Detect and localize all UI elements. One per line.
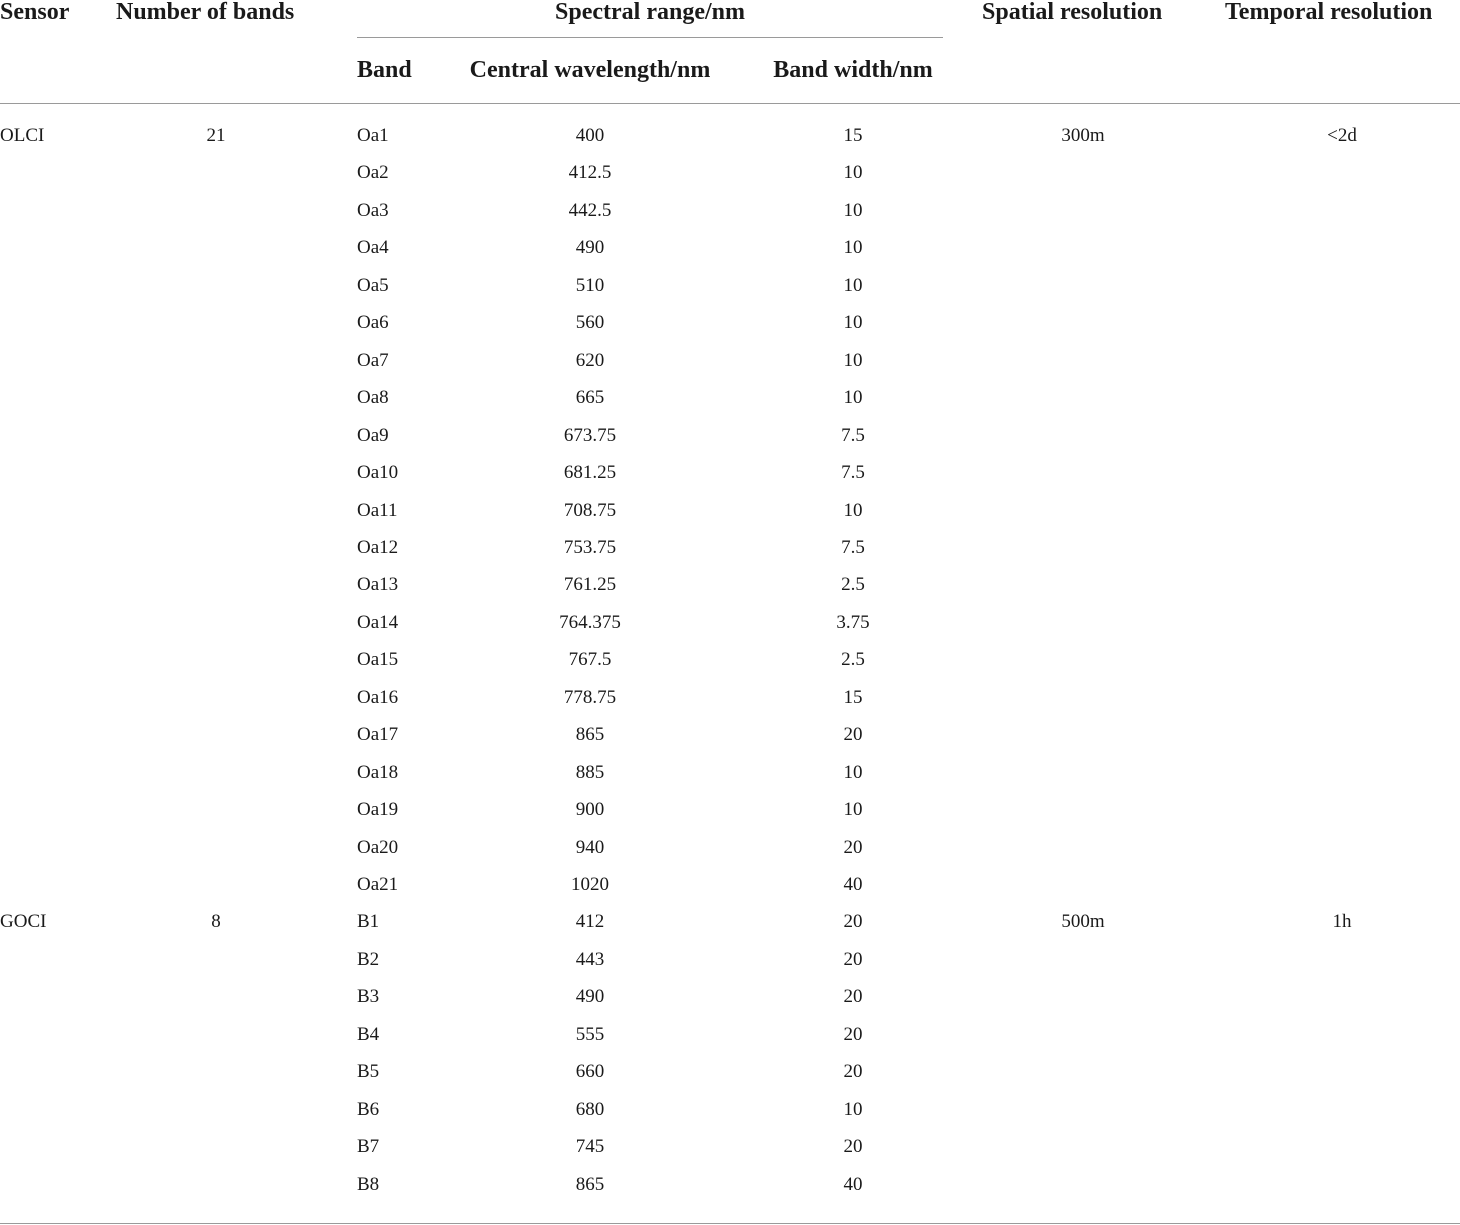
band-name: B7 [357,1136,380,1158]
band-width-value: 2.5 [841,649,865,671]
band-name: B3 [357,986,380,1008]
band-width-value: 20 [843,1061,863,1083]
band-name: Oa9 [357,424,389,446]
spatial-resolution-value: 500m [1061,911,1105,933]
central-wavelength-value: 510 [575,274,605,296]
band-name: Oa19 [357,799,399,821]
band-name: Oa11 [357,499,398,521]
header-bottom-rule [0,103,1460,104]
band-name: Oa12 [357,536,399,558]
central-wavelength-value: 753.75 [563,536,617,558]
band-name: Oa17 [357,724,399,746]
central-wavelength-value: 620 [575,349,605,371]
band-width-value: 10 [843,274,863,296]
central-wavelength-value: 778.75 [563,686,617,708]
band-width-value: 10 [843,199,863,221]
central-wavelength-value: 764.375 [559,611,621,633]
central-wavelength-value: 745 [575,1136,605,1158]
band-width-value: 3.75 [836,611,870,633]
band-name: Oa14 [357,611,399,633]
central-wavelength-value: 940 [575,836,605,858]
header-band-width: Band width/nm [773,57,933,83]
band-width-value: 10 [843,387,863,409]
spectral-range-subrule [357,37,943,38]
band-name: B4 [357,1023,380,1045]
header-sensor: Sensor [0,0,70,25]
band-width-value: 7.5 [841,536,865,558]
band-name: B5 [357,1061,380,1083]
band-width-value: 10 [843,312,863,334]
sensor-name: GOCI [0,911,47,933]
central-wavelength-value: 1020 [571,874,609,895]
band-width-value: 15 [843,686,863,708]
band-width-value: 7.5 [841,424,865,446]
central-wavelength-value: 490 [575,986,605,1008]
band-name: B2 [357,948,380,970]
central-wavelength-value: 761.25 [563,574,617,596]
band-width-value: 20 [843,948,863,970]
band-name: B6 [357,1098,380,1120]
central-wavelength-value: 680 [575,1098,605,1120]
central-wavelength-value: 490 [575,237,605,259]
header-band: Band [357,57,412,83]
band-width-value: 20 [843,724,863,746]
central-wavelength-value: 865 [575,1173,605,1195]
central-wavelength-value: 767.5 [568,649,612,671]
central-wavelength-value: 412.5 [568,162,612,184]
central-wavelength-value: 412 [575,911,605,933]
band-name: Oa6 [357,312,389,334]
central-wavelength-value: 560 [575,312,605,334]
band-width-value: 10 [843,162,863,184]
central-wavelength-value: 708.75 [563,499,617,521]
band-name: Oa3 [357,199,389,221]
central-wavelength-value: 555 [575,1023,605,1045]
central-wavelength-value: 900 [575,799,605,821]
band-width-value: 7.5 [841,462,865,484]
central-wavelength-value: 400 [575,125,605,146]
band-width-value: 20 [843,1023,863,1045]
band-name: B1 [357,911,380,933]
table-bottom-rule [0,1223,1460,1224]
band-name: Oa1 [357,125,389,146]
central-wavelength-value: 865 [575,724,605,746]
band-width-value: 15 [843,125,863,146]
band-width-value: 20 [843,911,863,933]
central-wavelength-value: 660 [575,1061,605,1083]
temporal-resolution-value: <2d [1327,125,1357,146]
band-width-value: 40 [843,874,863,895]
sensor-name: OLCI [0,125,45,146]
number-of-bands-value: 8 [211,911,221,933]
band-name: Oa5 [357,274,389,296]
central-wavelength-value: 681.25 [563,462,617,484]
band-name: Oa4 [357,237,389,259]
band-width-value: 2.5 [841,574,865,596]
band-width-value: 10 [843,761,863,783]
band-name: Oa8 [357,387,389,409]
band-width-value: 10 [843,499,863,521]
band-name: Oa20 [357,836,399,858]
band-width-value: 10 [843,349,863,371]
band-name: Oa7 [357,349,389,371]
header-central-wavelength: Central wavelength/nm [469,57,711,83]
header-temporal-resolution: Temporal resolution [1225,0,1433,25]
header-number-of-bands: Number of bands [116,0,295,25]
band-width-value: 20 [843,986,863,1008]
temporal-resolution-value: 1h [1332,911,1352,933]
header-spectral-range: Spectral range/nm [555,0,745,25]
band-name: Oa16 [357,686,399,708]
band-name: B8 [357,1173,380,1195]
central-wavelength-value: 885 [575,761,605,783]
central-wavelength-value: 442.5 [568,199,612,221]
band-name: Oa15 [357,649,399,671]
header-spatial-resolution: Spatial resolution [982,0,1163,25]
number-of-bands-value: 21 [206,125,226,146]
central-wavelength-value: 443 [575,948,605,970]
band-name: Oa21 [357,874,399,895]
band-width-value: 20 [843,836,863,858]
band-name: Oa10 [357,462,399,484]
band-name: Oa18 [357,761,399,783]
band-width-value: 10 [843,237,863,259]
band-width-value: 40 [843,1173,863,1195]
band-width-value: 20 [843,1136,863,1158]
band-width-value: 10 [843,799,863,821]
band-name: Oa2 [357,162,389,184]
central-wavelength-value: 665 [575,387,605,409]
spatial-resolution-value: 300m [1061,125,1105,146]
central-wavelength-value: 673.75 [563,424,617,446]
band-name: Oa13 [357,574,399,596]
band-width-value: 10 [843,1098,863,1120]
